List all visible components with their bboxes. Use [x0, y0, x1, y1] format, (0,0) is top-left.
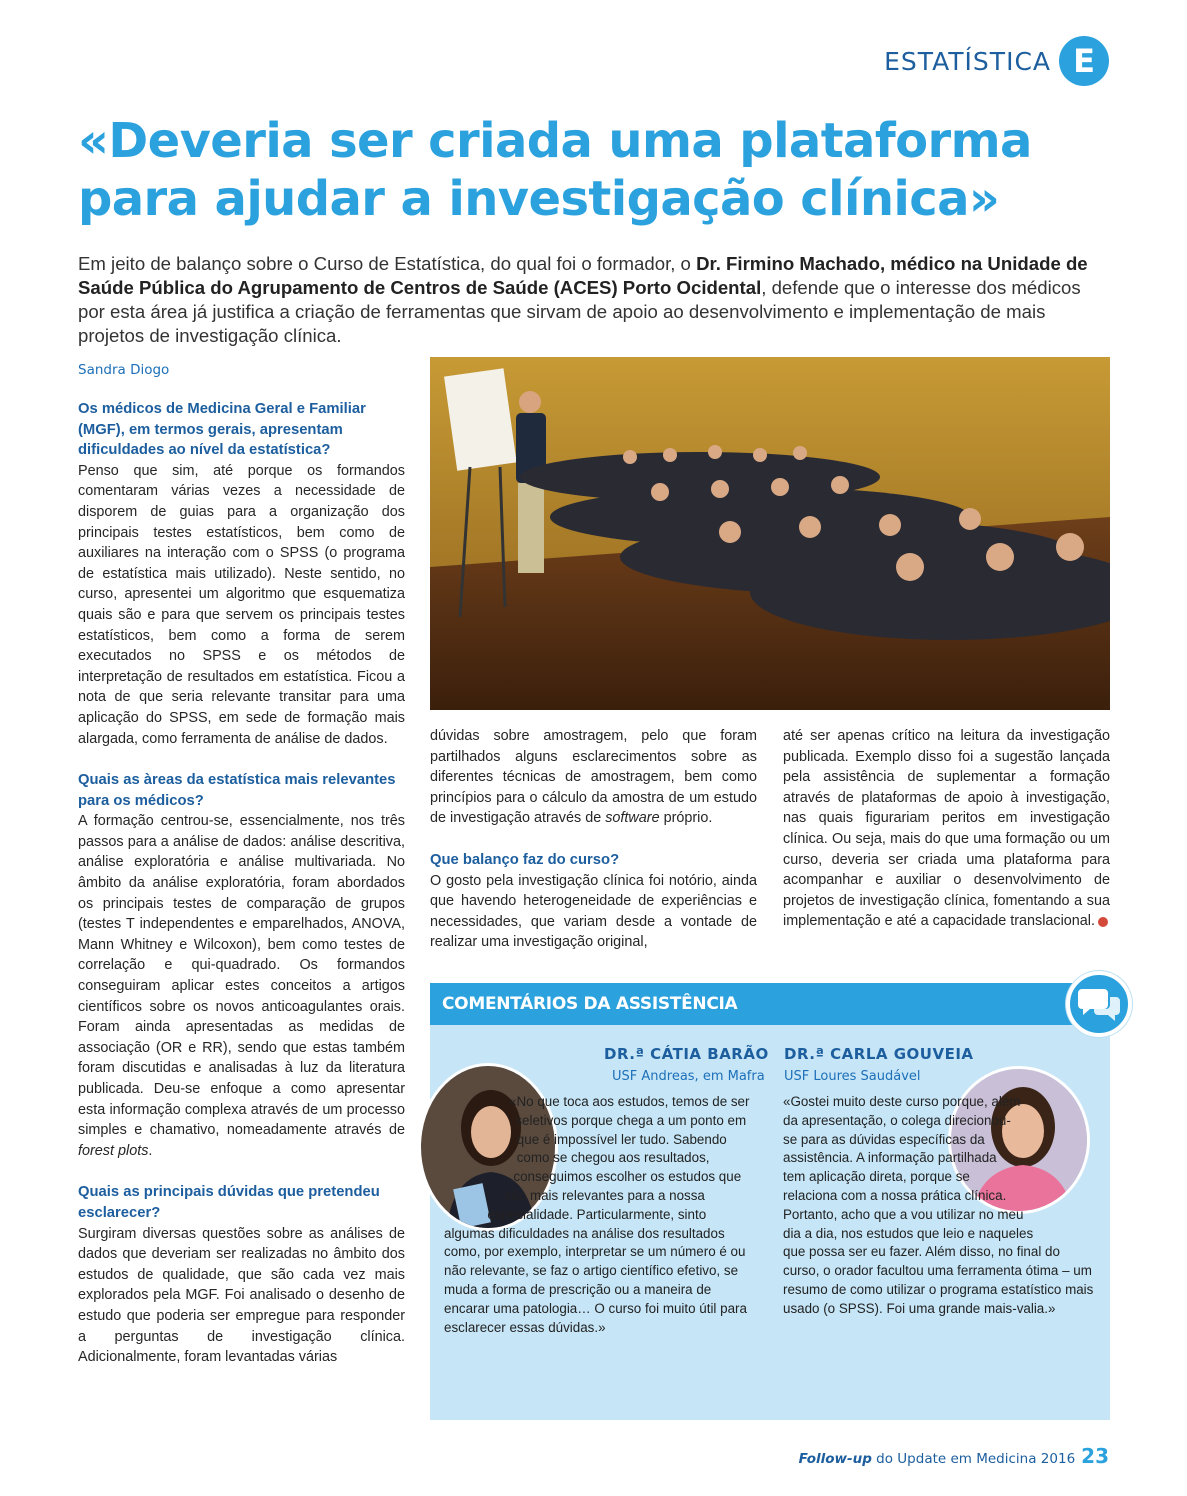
article-lead	[78, 252, 1108, 348]
commenter-2-name: DR.ª CARLA GOUVEIA	[784, 1045, 974, 1063]
question-1: Os médicos de Medicina Geral e Familiar (MGF), em termos gerais, apresentam dificuldades ao nível da estatística?	[78, 401, 366, 459]
page-number: 23	[1081, 1444, 1109, 1468]
answer-3-end: próprio.	[659, 810, 713, 827]
section-letter-badge: E	[1059, 36, 1109, 86]
commenter-2-quote	[783, 1093, 1098, 1319]
commenter-2-quote-text: «Gostei muito deste curso porque, além da apresentação, o colega direcionou-se para as dúvidas específicas da assistência. A informação partilhada tem aplicação direta, porque se relaciona com a nossa prática clínica. Portanto, acho que a vou utilizar no meu dia a dia, nos estudos que leio e naqueles que possa ser eu fazer. Além disso, no final do curso, o orador facultou uma ferramenta ótima – um resumo de como utilizar o programa estatístico mais usado (o SPSS). Foi uma grande mais-valia.»	[783, 1094, 1094, 1316]
answer-4-continued	[783, 726, 1110, 932]
answer-2-end: .	[148, 1142, 153, 1159]
answer-3: Surgiram diversas questões sobre as análises de dados que deveriam ser realizadas no âmbito dos estudos de qualidade, que são cada vez mais explorados pela MGF. Foi analisado o desenho de estudo que poderia ser empregue para responder a perguntas de investigação clínica. Adicionalmente, foram levantadas várias	[78, 1225, 405, 1366]
answer-2-text: A formação centrou-se, essencialmente, nos três passos para a análise de dados: análise descritiva, análise exploratória e análise multivariada. No âmbito da análise exploratória, foram abordados os principais testes de comparação de grupos (testes T independentes e emparelhados, ANOVA, Mann Whitney e Wilcoxon), bem como testes de correlação e qui-quadrado. Os formandos conseguiram aplicar estes conceitos a artigos científicos sobre os novos anticoagulantes orais. Foram ainda apresentadas as medidas de associação (OR e RR), sendo que estas também foram discutidas e analisadas à luz da literatura publicada. Deu-se enfoque a como apresentar esta informação complexa através de um processo simples e chamativo, nomeadamente através de	[78, 813, 405, 1139]
title-line-1: «Deveria ser criada uma plataforma	[78, 113, 1032, 169]
question-3: Quais as principais dúvidas que pretendeu esclarecer?	[78, 1184, 380, 1221]
byline: Sandra Diogo	[78, 362, 170, 378]
lead-intro: Em jeito de balanço sobre o Curso de Estatística, do qual foi o formador, o	[78, 253, 697, 274]
question-4: Que balanço faz do curso?	[430, 851, 620, 868]
article-title	[78, 112, 1118, 228]
title-line-2: para ajudar a investigação clínica»	[78, 171, 1000, 227]
page-footer	[799, 1444, 1109, 1468]
answer-4: O gosto pela investigação clínica foi notório, ainda que havendo heterogeneidade de experiências e necessidades, que variam desde a vontade de realizar uma investigação original,	[430, 872, 757, 951]
column-1	[78, 399, 405, 1368]
publication-rest: do Update em Medicina 2016	[871, 1451, 1076, 1467]
answer-1: Penso que sim, até porque os formandos comentaram várias vezes a necessidade de disporem de guias para a organização dos principais testes estatísticos, bem como de auxiliares na interação com o SPSS (o programa de estatística mais utilizado). Neste sentido, no curso, apresentei um algoritmo que esquematiza quais são e para que servem os principais testes estatísticos, bem como a forma de serem executados no SPSS e os métodos de interpretação de resultados em estatística. Ficou a nota de que seria relevante transitar para uma aplicação do SPSS, em sede de formação mais alargada, como ferramenta de análise de dados.	[78, 462, 405, 747]
chat-bubbles-icon	[1066, 971, 1132, 1037]
answer-3-cont-text: dúvidas sobre amostragem, pelo que foram partilhados alguns esclarecimentos sobre as diferentes técnicas de amostragem, bem como princípios para o cálculo da amostra de um estudo de investigação através de	[430, 728, 757, 827]
commenter-1-quote-text: «No que toca aos estudos, temos de ser seletivos porque chega a um ponto em que é impossível ler tudo. Sabendo como se chegou aos resultados, conseguimos escolher os estudos que são mais relevantes para a nossa especialidade. Particularmente, sinto algumas dificuldades na análise dos resultados como, por exemplo, interpretar se um número é ou não relevante, se faz o artigo científico efetivo, se muda a forma de prescrição ou a maneira de encarar uma patologia… O curso foi muito útil para esclarecer essas dúvidas.»	[444, 1094, 750, 1335]
commenter-1-name: DR.ª CÁTIA BARÃO	[604, 1045, 769, 1063]
lead-rest: , defende que o interesse dos médicos por esta área já justifica a criação de ferramentas que sirvam de apoio ao desenvolvimento e implementação de mais projetos de investigação clínica.	[78, 277, 1081, 346]
commenter-1-quote	[444, 1093, 759, 1337]
column-3	[783, 726, 1110, 932]
question-2: Quais as àreas da estatística mais relevantes para os médicos?	[78, 772, 396, 809]
course-photo	[430, 357, 1110, 710]
end-of-article-icon	[1098, 917, 1108, 927]
answer-4-cont-text: até ser apenas crítico na leitura da investigação publicada. Exemplo disso foi a sugestão lançada pela assistência de suplementar a formação através de plataformas de apoio à investigação, nas quais figurariam peritos em investigação clínica. Ou seja, mais do que uma formação ou um curso, deveria ser criada uma plataforma para acompanhar e auxiliar o desenvolvimento de projetos de investigação clínica, fomentando a sua implementação e até a capacidade translacional.	[783, 728, 1110, 930]
answer-2	[78, 811, 405, 1161]
comments-box-header: COMENTÁRIOS DA ASSISTÊNCIA	[430, 983, 1110, 1025]
answer-3-continued	[430, 726, 757, 829]
commenter-2-org: USF Loures Saudável	[784, 1069, 921, 1084]
section-label: ESTATÍSTICA	[884, 46, 1051, 76]
lead-bold: Dr. Firmino Machado, médico na Unidade de Saúde Pública do Agrupamento de Centros de Saúde (ACES) Porto Ocidental	[78, 253, 1088, 298]
column-2	[430, 726, 757, 953]
answer-3-italic: software	[605, 810, 660, 827]
publication-italic: Follow-up	[798, 1451, 872, 1467]
section-tag	[884, 36, 1109, 86]
answer-2-italic: forest plots	[78, 1142, 149, 1159]
publication-name	[799, 1451, 1076, 1467]
classroom-photo-illustration	[430, 357, 1110, 710]
commenter-1-org: USF Andreas, em Mafra	[612, 1069, 765, 1084]
